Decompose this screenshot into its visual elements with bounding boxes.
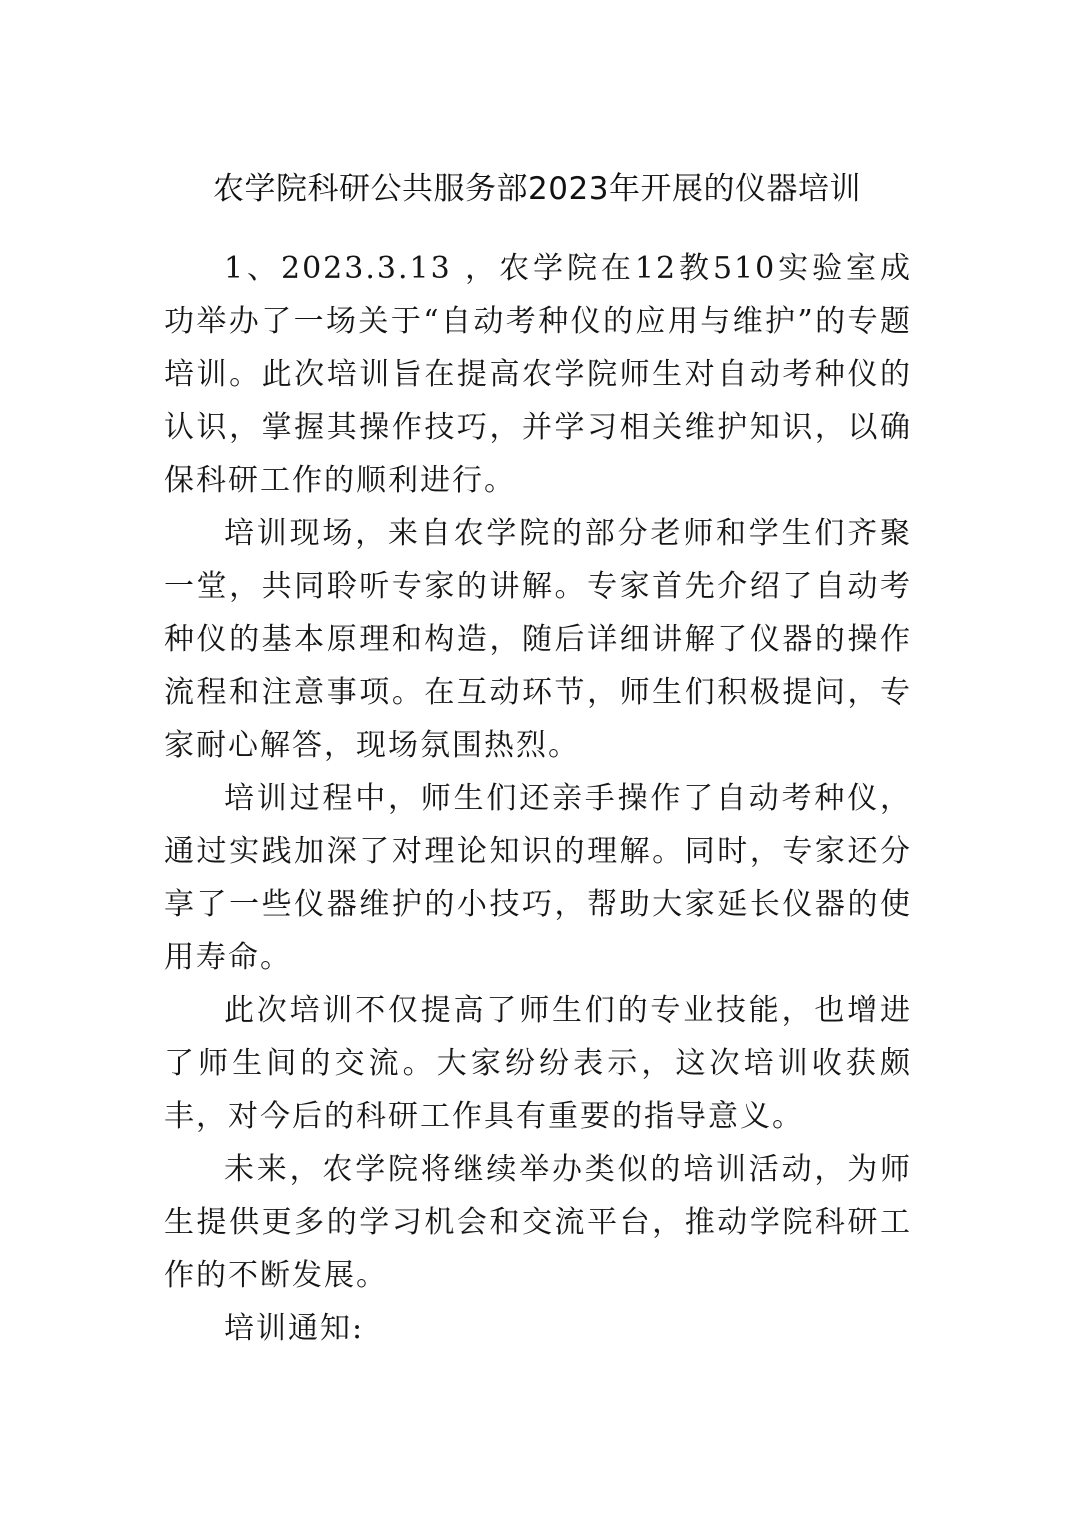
paragraph-6: 培训通知: xyxy=(224,1311,365,1346)
paragraph-1: 1、2023.3.13 ，农学院在12教510实验室成功举办了一场关于“自动考种仪的应用与维护”的专题培训。此次培训旨在提高农学院师生对自动考种仪的认识，掌握其操作技巧，并学习相关维护知识，以确保科研工作的顺利进行。 xyxy=(164,251,912,498)
paragraph-3: 培训过程中，师生们还亲手操作了自动考种仪，通过实践加深了对理论知识的理解。同时，专家还分享了一些仪器维护的小技巧，帮助大家延长仪器的使用寿命。 xyxy=(164,781,912,975)
paragraph-4: 此次培训不仅提高了师生们的专业技能，也增进了师生间的交流。大家纷纷表示，这次培训收获颇丰，对今后的科研工作具有重要的指导意义。 xyxy=(164,993,912,1134)
document-body xyxy=(164,242,912,1355)
paragraph-2: 培训现场，来自农学院的部分老师和学生们齐聚一堂，共同聆听专家的讲解。专家首先介绍了自动考种仪的基本原理和构造，随后详细讲解了仪器的操作流程和注意事项。在互动环节，师生们积极提问，专家耐心解答，现场氛围热烈。 xyxy=(164,516,912,763)
document-title: 农学院科研公共服务部2023年开展的仪器培训 xyxy=(213,171,861,207)
paragraph-5: 未来，农学院将继续举办类似的培训活动，为师生提供更多的学习机会和交流平台，推动学院科研工作的不断发展。 xyxy=(164,1152,912,1293)
